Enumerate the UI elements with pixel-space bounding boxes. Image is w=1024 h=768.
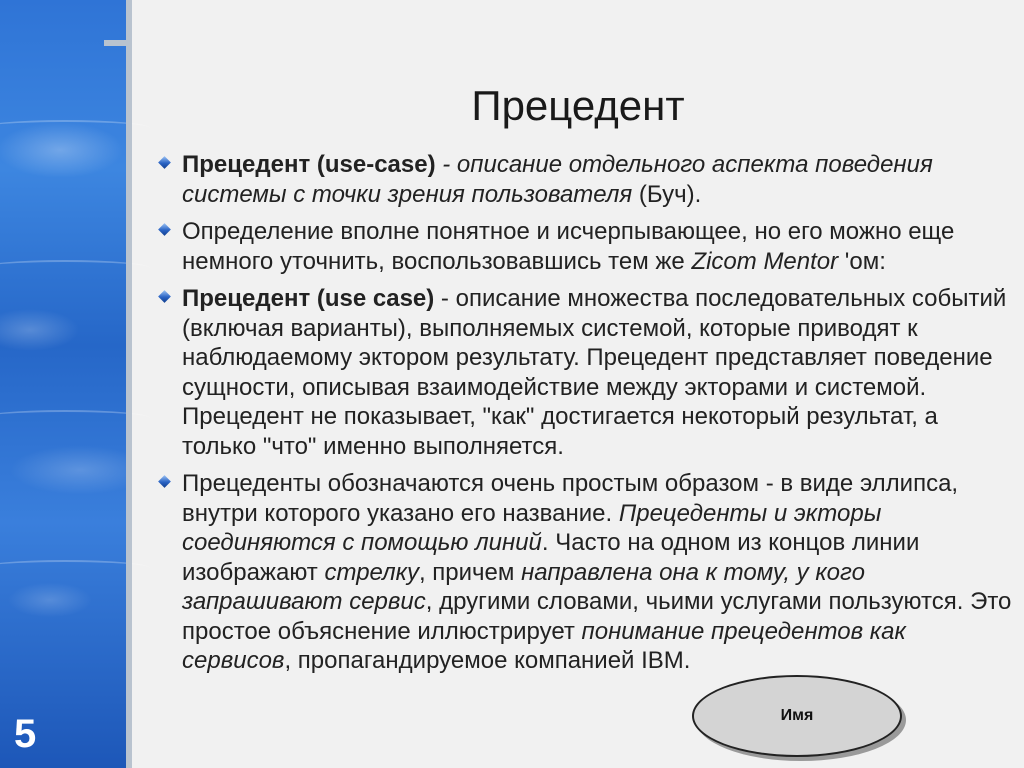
diamond-bullet-icon [158,223,171,236]
citation: (Буч). [632,180,702,208]
slide-number: 5 [14,712,37,756]
definition-italic: - описание отдельного аспекта поведения системы с точки зрения пользователя [182,151,933,208]
text: Определение вполне понятное и исчерпывающее, но его можно еще немного уточнить, воспользовавшись тем же [182,218,955,275]
diamond-bullet-icon [158,156,171,169]
bullet-text [182,469,1018,676]
term-bold: Прецедент (use-case) [182,151,436,178]
bullet-text [182,150,1018,209]
diamond-bullet-icon [158,475,171,488]
text: 'ом: [838,247,886,275]
product-name: Zicom Mentor [691,247,839,275]
bullet-text [182,284,1018,461]
bullet-item [158,469,1018,676]
slide-title: Прецедент [471,82,685,129]
bullet-item [158,284,1018,461]
bullet-list [158,150,1018,684]
diamond-bullet-icon [158,290,171,303]
frame-corner [104,40,132,46]
decorative-sidebar [0,0,126,768]
bullet-item [158,150,1018,209]
bullet-text [182,217,1018,276]
emphasis: стрелку [324,558,419,586]
text: , причем [418,558,522,586]
text: Прецеденты обозначаются очень простым образом - в виде эллипса, внутри которого указано его название. [182,470,959,527]
text: . Часто на одном из концов линии изображают [182,529,920,586]
emphasis: Прецеденты и экторы соединяются с помощью линий [182,499,882,556]
definition: - описание множества последовательных событий (включая варианты), выполняемых системой, которые приводят к наблюдаемому эктором результату. Прецедент представляет поведение сущности, описывая взаимодействие между экторами и системой. Прецедент не показывает, "как" достигается некоторый результат, а только "что" именно выполняется. [182,285,1007,460]
text: , пропагандируемое компанией IBM. [284,647,691,674]
term-bold: Прецедент (use case) [182,285,435,312]
emphasis: понимание прецедентов как сервисов [182,617,906,674]
use-case-ellipse [692,675,902,757]
ellipse-label: Имя [780,707,814,724]
text: , другими словами, чьими услугами пользуются. Это простое объяснение иллюстрирует [182,588,1012,645]
emphasis: направлена она к тому, у кого запрашивают сервис [182,558,865,615]
bullet-item [158,217,1018,276]
